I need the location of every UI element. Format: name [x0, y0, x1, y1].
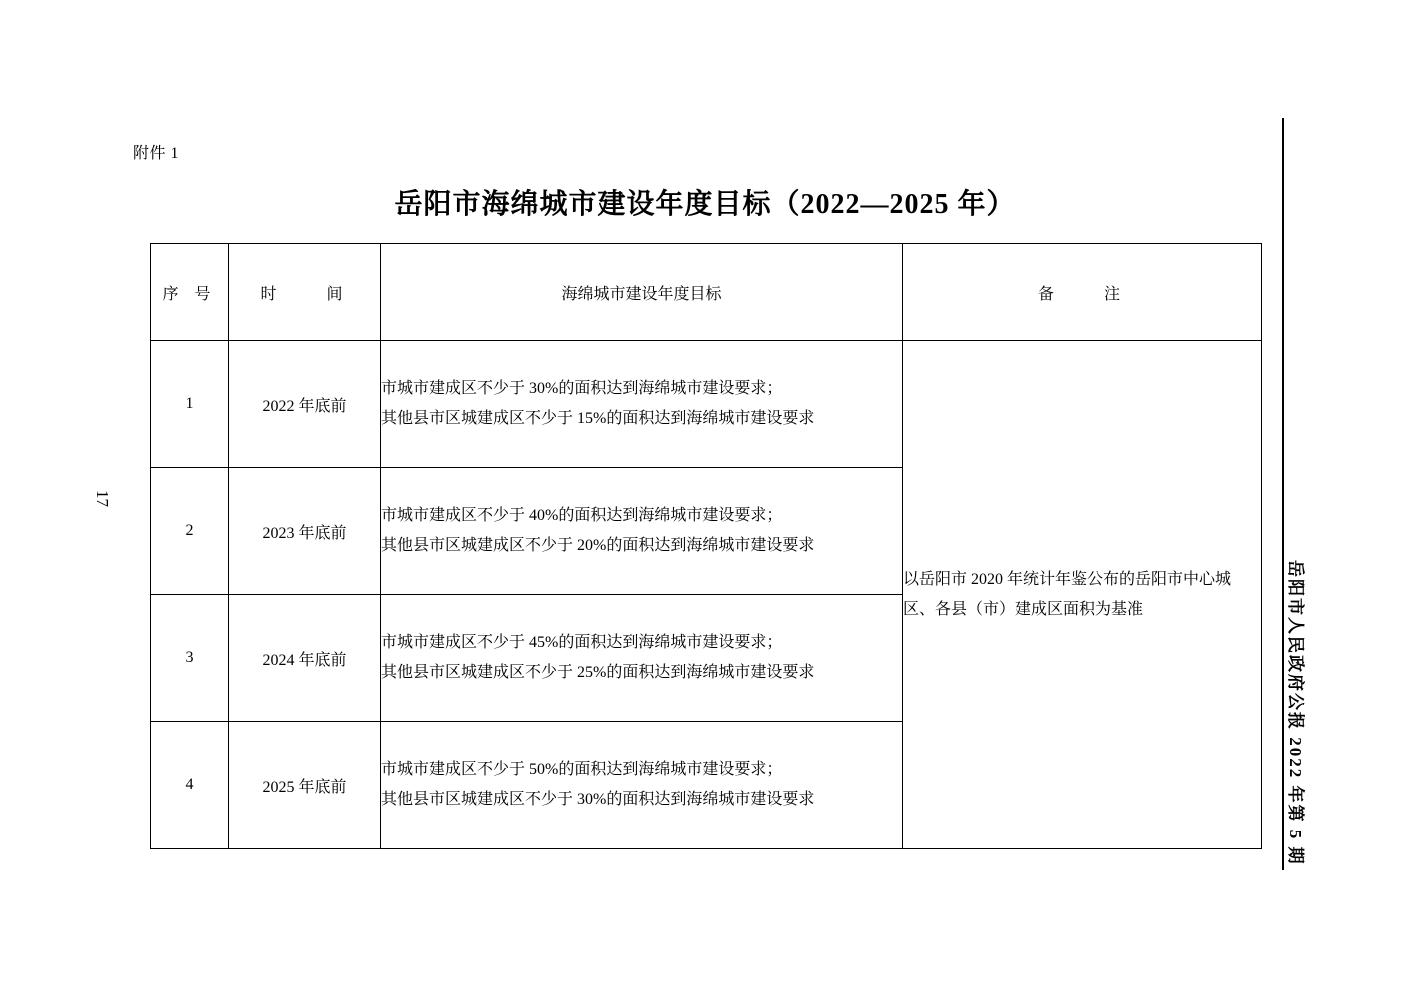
- margin-rule: [1282, 118, 1284, 870]
- cell-goal-line: 其他县市区城建成区不少于 15%的面积达到海绵城市建设要求: [381, 410, 815, 427]
- cell-time: 2023 年底前: [229, 468, 381, 595]
- cell-goal: [381, 341, 903, 468]
- annual-targets-table: [150, 243, 1261, 849]
- cell-goal: [381, 468, 903, 595]
- header-note: 备 注: [903, 244, 1262, 341]
- page-title: 岳阳市海绵城市建设年度目标（2022—2025 年）: [394, 189, 1016, 220]
- header-time: 时 间: [229, 244, 381, 341]
- table-header-row: [151, 244, 1262, 341]
- running-head: 岳阳市人民政府公报 2022 年第 5 期: [1286, 560, 1305, 866]
- cell-note-merged: 以岳阳市 2020 年统计年鉴公布的岳阳市中心城区、各县（市）建成区面积为基准: [903, 341, 1262, 849]
- cell-time: 2025 年底前: [229, 722, 381, 849]
- cell-goal-line: 其他县市区城建成区不少于 25%的面积达到海绵城市建设要求: [381, 664, 815, 681]
- cell-time: 2022 年底前: [229, 341, 381, 468]
- table-row: [151, 341, 1262, 468]
- cell-time: 2024 年底前: [229, 595, 381, 722]
- cell-goal: [381, 595, 903, 722]
- cell-no: 2: [151, 468, 229, 595]
- cell-goal-line: 市城市建成区不少于 40%的面积达到海绵城市建设要求；: [381, 507, 783, 525]
- cell-goal-line: 市城市建成区不少于 45%的面积达到海绵城市建设要求；: [381, 634, 783, 652]
- cell-no: 3: [151, 595, 229, 722]
- cell-goal-line: 其他县市区城建成区不少于 30%的面积达到海绵城市建设要求: [381, 791, 815, 808]
- cell-goal: [381, 722, 903, 849]
- cell-no: 1: [151, 341, 229, 468]
- header-no: 序 号: [151, 244, 229, 341]
- page-number: 17: [93, 490, 112, 507]
- cell-goal-line: 市城市建成区不少于 30%的面积达到海绵城市建设要求；: [381, 380, 783, 398]
- cell-no: 4: [151, 722, 229, 849]
- attachment-label: 附件 1: [133, 145, 180, 162]
- cell-goal-line: 其他县市区城建成区不少于 20%的面积达到海绵城市建设要求: [381, 537, 815, 554]
- cell-goal-line: 市城市建成区不少于 50%的面积达到海绵城市建设要求；: [381, 761, 783, 779]
- header-goal: 海绵城市建设年度目标: [381, 244, 903, 341]
